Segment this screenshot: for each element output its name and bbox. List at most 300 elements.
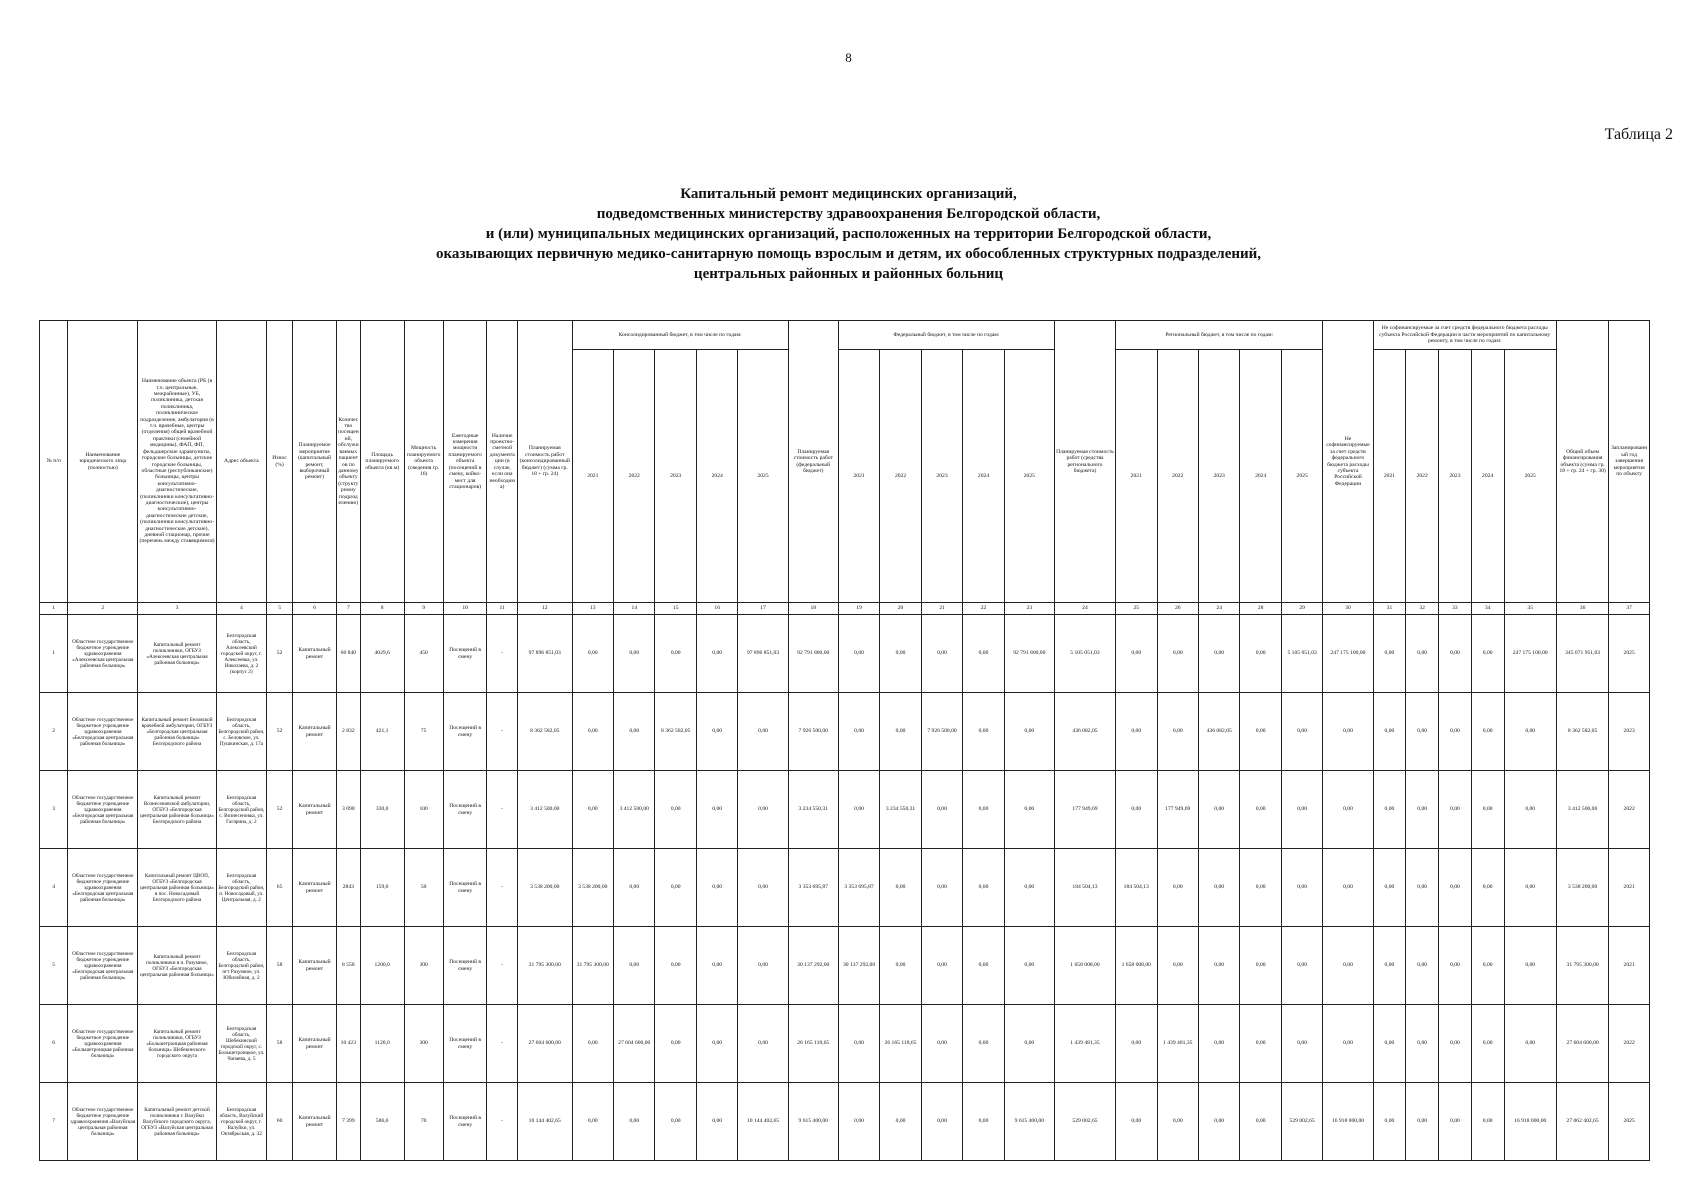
address-cell: Белгородская область, Шебекинский городской округ, с. Большетроицкое, ул. Чапаева, д. 5 (216, 1005, 266, 1083)
header-address: Адрес объекта (216, 321, 266, 603)
wear-cell: 58 (267, 1005, 293, 1083)
federal-year-cell: 0,00 (921, 771, 962, 849)
cost-total-cell: 97 896 851,03 (517, 615, 572, 693)
consolidated-year-cell: 3 412 500,00 (614, 771, 655, 849)
regional-year-cell: 0,00 (1116, 693, 1157, 771)
federal-year-cell: 0,00 (1004, 693, 1054, 771)
header-year-fed: 2022 (880, 350, 921, 603)
area-cell: 421,1 (360, 693, 404, 771)
consolidated-year-cell: 0,00 (696, 771, 737, 849)
capacity-cell: 50 (404, 849, 443, 927)
consolidated-year-cell: 31 795 300,00 (572, 927, 613, 1005)
header-year-reg: 2023 (1198, 350, 1239, 603)
header-year-reg: 2024 (1240, 350, 1281, 603)
federal-year-cell: 0,00 (1004, 771, 1054, 849)
consolidated-year-cell: 0,00 (738, 927, 788, 1005)
header-cost-total: Планируемая стоимость работ (консолидированный бюджет) (сумма гр. 18 + гр. 24) (517, 321, 572, 603)
fed-total-cell: 30 137 292,00 (788, 927, 838, 1005)
column-number: 3 (138, 603, 217, 615)
row-number: 6 (40, 1005, 68, 1083)
header-year-nonco: 2022 (1406, 350, 1439, 603)
header-group-consolidated: Консолидированный бюджет, в том числе по годам: (572, 321, 788, 350)
row-number: 7 (40, 1083, 68, 1161)
consolidated-year-cell: 0,00 (696, 849, 737, 927)
column-number: 4 (216, 603, 266, 615)
federal-year-cell: 0,00 (880, 693, 921, 771)
table-row (40, 1083, 1650, 1161)
legal-name-cell: Областное государственное бюджетное учреждение здравоохранения «Алексеевская центральная районная больница» (68, 615, 138, 693)
header-area: Площадь планируемого объекта (кв.м) (360, 321, 404, 603)
federal-year-cell: 0,00 (921, 615, 962, 693)
object-cell: Капитальный ремонт ЦВОП, ОГБУЗ «Белгородская центральная районная больница» в пос. Новосадовый Белгородского района (138, 849, 217, 927)
header-wear: Износ (%) (267, 321, 293, 603)
object-cell: Капитальный ремонт Беловской врачебной амбулатории, ОГБУЗ «Белгородская центральная районная больница» Белгородского района (138, 693, 217, 771)
wear-cell: 58 (267, 927, 293, 1005)
column-number: 19 (838, 603, 879, 615)
federal-year-cell: 0,00 (880, 849, 921, 927)
column-number: 18 (788, 603, 838, 615)
row-number: 3 (40, 771, 68, 849)
regional-year-cell: 0,00 (1116, 1005, 1157, 1083)
table-row (40, 1005, 1650, 1083)
nonco-year-cell: 0,00 (1373, 771, 1406, 849)
regional-year-cell: 0,00 (1198, 849, 1239, 927)
consolidated-year-cell: 0,00 (738, 1005, 788, 1083)
cost-total-cell: 27 604 600,00 (517, 1005, 572, 1083)
nonco-year-cell: 0,00 (1373, 927, 1406, 1005)
federal-year-cell: 0,00 (963, 1083, 1004, 1161)
document-title (0, 184, 1697, 284)
address-cell: Белгородская область, Валуйский городской округ, г. Валуйки, ул. Октябрьская, д. 32 (216, 1083, 266, 1161)
header-object: Наименование объекта (РБ (в т.ч. центральные, межрайонные), УБ, поликлиника, детская поликлиника, поликлиническое подразделение, амбулатория (в т.ч. врачебные, центры (отделения) общей врачебной практики (семейной медицины), ФАП, ФП, фельдшерские здравпункты, городские больницы, детские городские больницы, областные (республиканские) больницы, центры консультативно-диагностические, (поликлиники консультативно-диагностические), центры консультативно-диагностические детские, (поликлиники консультативно-диагностические детские), дневной стационар, прочие (перечень между ставящимися) (138, 321, 217, 603)
column-number: 34 (1471, 603, 1504, 615)
column-number: 16 (696, 603, 737, 615)
column-number: 14 (614, 603, 655, 615)
measure-cell: Капитальный ремонт (293, 1083, 337, 1161)
header-year-end: Запланированный год завершения мероприятия по объекту (1609, 321, 1650, 603)
federal-year-cell: 0,00 (921, 1005, 962, 1083)
nonco-year-cell: 0,00 (1373, 1005, 1406, 1083)
federal-year-cell: 0,00 (963, 693, 1004, 771)
regional-year-cell: 0,00 (1157, 693, 1198, 771)
regional-year-cell: 0,00 (1116, 1083, 1157, 1161)
address-cell: Белгородская область, Белгородский район, пгт Разумное, ул. Юбилейная, д. 2 (216, 927, 266, 1005)
header-psd: Наличие проектно-сметной документации (в случае, если она необходима) (487, 321, 518, 603)
capacity-cell: 300 (404, 927, 443, 1005)
reg-total-cell: 436 082,05 (1054, 693, 1115, 771)
column-number: 12 (517, 603, 572, 615)
capacity-unit-cell: Посещений в смену (443, 927, 487, 1005)
federal-year-cell: 0,00 (963, 927, 1004, 1005)
column-number: 5 (267, 603, 293, 615)
header-year-cons: 2022 (614, 350, 655, 603)
psd-cell: - (487, 615, 518, 693)
nonco-total-cell: 0,00 (1323, 927, 1373, 1005)
header-year-nonco: 2025 (1504, 350, 1556, 603)
nonco-year-cell: 16 918 000,00 (1504, 1083, 1556, 1161)
area-cell: 4029,6 (360, 615, 404, 693)
overall-cell: 31 795 300,00 (1556, 927, 1608, 1005)
header-year-reg: 2021 (1116, 350, 1157, 603)
nonco-year-cell: 0,00 (1504, 693, 1556, 771)
wear-cell: 52 (267, 615, 293, 693)
title-line: подведомственных министерству здравоохранения Белгородской области, (596, 206, 1101, 222)
column-number: 37 (1609, 603, 1650, 615)
consolidated-year-cell: 0,00 (572, 771, 613, 849)
area-cell: 1120,0 (360, 1005, 404, 1083)
consolidated-year-cell: 0,00 (655, 771, 696, 849)
header-capacity-unit: Ежегодные измерения мощности планируемого объекта (посещений в смену, койко-мест для стационаров) (443, 321, 487, 603)
address-cell: Белгородская область, Белгородский район, с. Беловское, ул. Пушкинская, д. 17а (216, 693, 266, 771)
column-number: 2 (68, 603, 138, 615)
regional-year-cell: 0,00 (1281, 849, 1322, 927)
title-line: Капитальный ремонт медицинских организаций, (680, 186, 1017, 202)
regional-year-cell: 184 504,13 (1116, 849, 1157, 927)
visits-cell: 3 098 (336, 771, 360, 849)
legal-name-cell: Областное государственное бюджетное учреждение здравоохранения «Белгородская центральная районная больница» (68, 849, 138, 927)
nonco-year-cell: 0,00 (1406, 1005, 1439, 1083)
regional-year-cell: 0,00 (1198, 615, 1239, 693)
nonco-year-cell: 0,00 (1471, 1005, 1504, 1083)
legal-name-cell: Областное государственное бюджетное учреждение здравоохранения «Большетроицкая районная больница» (68, 1005, 138, 1083)
regional-year-cell: 0,00 (1198, 1083, 1239, 1161)
year-end-cell: 2023 (1609, 693, 1650, 771)
consolidated-year-cell: 0,00 (696, 1005, 737, 1083)
capacity-unit-cell: Посещений в смену (443, 1005, 487, 1083)
capacity-cell: 100 (404, 771, 443, 849)
psd-cell: - (487, 1083, 518, 1161)
column-number: 26 (1157, 603, 1198, 615)
header-year-fed: 2025 (1004, 350, 1054, 603)
consolidated-year-cell: 0,00 (572, 693, 613, 771)
psd-cell: - (487, 693, 518, 771)
nonco-year-cell: 0,00 (1471, 1083, 1504, 1161)
consolidated-year-cell: 97 896 851,03 (738, 615, 788, 693)
nonco-year-cell: 0,00 (1439, 615, 1472, 693)
column-number: 20 (880, 603, 921, 615)
table-row (40, 771, 1650, 849)
regional-year-cell: 0,00 (1240, 693, 1281, 771)
nonco-year-cell: 0,00 (1504, 771, 1556, 849)
header-capacity: Мощность планируемого объекта (сведения гр. 16) (404, 321, 443, 603)
wear-cell: 60 (267, 1083, 293, 1161)
overall-cell: 345 071 951,03 (1556, 615, 1608, 693)
header-year-nonco: 2023 (1439, 350, 1472, 603)
federal-year-cell: 92 791 800,00 (1004, 615, 1054, 693)
fed-total-cell: 7 926 500,00 (788, 693, 838, 771)
visits-cell: 2843 (336, 849, 360, 927)
column-number: 24 (1198, 603, 1239, 615)
consolidated-year-cell: 0,00 (655, 849, 696, 927)
header-group-regional: Региональный бюджет, в том числе по годам: (1116, 321, 1323, 350)
nonco-total-cell: 0,00 (1323, 849, 1373, 927)
table-label: Таблица 2 (1604, 126, 1673, 143)
header-year-fed: 2021 (838, 350, 879, 603)
regional-year-cell: 0,00 (1281, 927, 1322, 1005)
year-end-cell: 2022 (1609, 1005, 1650, 1083)
area-cell: 1200,0 (360, 927, 404, 1005)
regional-year-cell: 0,00 (1240, 849, 1281, 927)
visits-cell: 60 840 (336, 615, 360, 693)
header-year-cons: 2024 (696, 350, 737, 603)
nonco-year-cell: 0,00 (1471, 927, 1504, 1005)
fed-total-cell: 3 234 550,31 (788, 771, 838, 849)
federal-year-cell: 9 615 400,00 (1004, 1083, 1054, 1161)
reg-total-cell: 177 949,69 (1054, 771, 1115, 849)
nonco-year-cell: 0,00 (1406, 1083, 1439, 1161)
psd-cell: - (487, 849, 518, 927)
row-number: 1 (40, 615, 68, 693)
consolidated-year-cell: 0,00 (614, 1083, 655, 1161)
regional-year-cell: 177 949,69 (1157, 771, 1198, 849)
nonco-year-cell: 0,00 (1439, 771, 1472, 849)
fed-total-cell: 9 615 400,00 (788, 1083, 838, 1161)
measure-cell: Капитальный ремонт (293, 849, 337, 927)
nonco-year-cell: 0,00 (1504, 927, 1556, 1005)
consolidated-year-cell: 0,00 (614, 927, 655, 1005)
reg-total-cell: 1 658 008,00 (1054, 927, 1115, 1005)
nonco-year-cell: 0,00 (1471, 693, 1504, 771)
column-number: 29 (1281, 603, 1322, 615)
consolidated-year-cell: 0,00 (696, 927, 737, 1005)
nonco-year-cell: 0,00 (1504, 849, 1556, 927)
capacity-cell: 450 (404, 615, 443, 693)
federal-year-cell: 0,00 (921, 1083, 962, 1161)
capacity-unit-cell: Посещений в смену (443, 771, 487, 849)
legal-name-cell: Областное государственное бюджетное учреждение здравоохранения «Валуйская центральная районная больница» (68, 1083, 138, 1161)
header-year-nonco: 2024 (1471, 350, 1504, 603)
regional-year-cell: 0,00 (1116, 615, 1157, 693)
consolidated-year-cell: 0,00 (738, 693, 788, 771)
header-reg-total: Планируемая стоимость работ (средства регионального бюджета) (1054, 321, 1115, 603)
regional-year-cell: 0,00 (1281, 693, 1322, 771)
year-end-cell: 2025 (1609, 1083, 1650, 1161)
nonco-total-cell: 247 175 100,00 (1323, 615, 1373, 693)
consolidated-year-cell: 0,00 (614, 849, 655, 927)
consolidated-year-cell: 0,00 (696, 693, 737, 771)
object-cell: Капитальный ремонт поликлиники, ОГБУЗ «Большетроицкая районная больница» Шебекинского городского округа (138, 1005, 217, 1083)
capacity-cell: 75 (404, 693, 443, 771)
header-group-nonco: Не софинансируемые за счет средств федерального бюджета расходы субъекта Российской Федерации в части мероприятий по капитальному ремонту, в том числе по годам: (1373, 321, 1556, 350)
regional-year-cell: 1 658 008,00 (1116, 927, 1157, 1005)
measure-cell: Капитальный ремонт (293, 1005, 337, 1083)
object-cell: Капитальный ремонт детской поликлиники г. Валуйки Валуйского городского округа, ОГБУЗ «Валуйская центральная районная больница» (138, 1083, 217, 1161)
title-line: оказывающих первичную медико-санитарную помощь взрослым и детям, их обособленных структурных подразделений, (435, 246, 1262, 262)
nonco-total-cell: 0,00 (1323, 1005, 1373, 1083)
column-number: 33 (1439, 603, 1472, 615)
capital-repair-table (39, 320, 1650, 1161)
consolidated-year-cell: 0,00 (655, 1005, 696, 1083)
header-measure: Планируемое мероприятие (капитальный ремонт, выборочный ремонт) (293, 321, 337, 603)
header-year-nonco: 2021 (1373, 350, 1406, 603)
federal-year-cell: 0,00 (963, 615, 1004, 693)
consolidated-year-cell: 0,00 (696, 1083, 737, 1161)
address-cell: Белгородская область, Белгородский район, п. Новосадовый, ул. Центральная, д. 2 (216, 849, 266, 927)
year-end-cell: 2022 (1609, 771, 1650, 849)
header-num: № п/п (40, 321, 68, 603)
column-number: 35 (1504, 603, 1556, 615)
nonco-year-cell: 0,00 (1439, 849, 1472, 927)
federal-year-cell: 0,00 (1004, 927, 1054, 1005)
column-number: 6 (293, 603, 337, 615)
header-year-fed: 2024 (963, 350, 1004, 603)
capacity-cell: 300 (404, 1005, 443, 1083)
regional-year-cell: 0,00 (1198, 771, 1239, 849)
federal-year-cell: 0,00 (838, 1005, 879, 1083)
federal-year-cell: 0,00 (921, 927, 962, 1005)
header-year-reg: 2022 (1157, 350, 1198, 603)
regional-year-cell: 0,00 (1240, 927, 1281, 1005)
consolidated-year-cell: 0,00 (655, 615, 696, 693)
regional-year-cell: 0,00 (1240, 615, 1281, 693)
nonco-total-cell: 0,00 (1323, 693, 1373, 771)
nonco-total-cell: 16 918 000,00 (1323, 1083, 1373, 1161)
title-line: центральных районных и районных больниц (693, 266, 1004, 282)
column-number: 13 (572, 603, 613, 615)
column-number: 31 (1373, 603, 1406, 615)
column-number: 32 (1406, 603, 1439, 615)
consolidated-year-cell: 27 604 600,00 (614, 1005, 655, 1083)
consolidated-year-cell: 0,00 (696, 615, 737, 693)
federal-year-cell: 0,00 (1004, 849, 1054, 927)
cost-total-cell: 31 795 300,00 (517, 927, 572, 1005)
measure-cell: Капитальный ремонт (293, 693, 337, 771)
consolidated-year-cell: 0,00 (655, 1083, 696, 1161)
regional-year-cell: 436 082,05 (1198, 693, 1239, 771)
federal-year-cell: 3 353 695,87 (838, 849, 879, 927)
nonco-year-cell: 0,00 (1406, 927, 1439, 1005)
psd-cell: - (487, 1005, 518, 1083)
column-number: 25 (1116, 603, 1157, 615)
year-end-cell: 2021 (1609, 849, 1650, 927)
column-number: 36 (1556, 603, 1608, 615)
consolidated-year-cell: 0,00 (572, 615, 613, 693)
column-number: 21 (921, 603, 962, 615)
nonco-year-cell: 247 175 100,00 (1504, 615, 1556, 693)
regional-year-cell: 0,00 (1240, 1083, 1281, 1161)
header-group-federal: Федеральный бюджет, в том числе по годам: (838, 321, 1054, 350)
measure-cell: Капитальный ремонт (293, 927, 337, 1005)
nonco-year-cell: 0,00 (1439, 1083, 1472, 1161)
column-number: 11 (487, 603, 518, 615)
column-number: 17 (738, 603, 788, 615)
address-cell: Белгородская область, Алексеевский городской округ, г. Алексеевка, ул. Николаева, д. 2 (корпус 2) (216, 615, 266, 693)
regional-year-cell: 0,00 (1157, 1083, 1198, 1161)
regional-year-cell: 0,00 (1157, 927, 1198, 1005)
capacity-unit-cell: Посещений в смену (443, 615, 487, 693)
reg-total-cell: 1 439 481,35 (1054, 1005, 1115, 1083)
row-number: 2 (40, 693, 68, 771)
psd-cell: - (487, 927, 518, 1005)
nonco-year-cell: 0,00 (1439, 1005, 1472, 1083)
column-number: 7 (336, 603, 360, 615)
consolidated-year-cell: 3 538 200,00 (572, 849, 613, 927)
fed-total-cell: 26 165 118,65 (788, 1005, 838, 1083)
nonco-year-cell: 0,00 (1406, 615, 1439, 693)
column-number: 15 (655, 603, 696, 615)
regional-year-cell: 0,00 (1281, 1005, 1322, 1083)
column-number: 10 (443, 603, 487, 615)
federal-year-cell: 0,00 (880, 927, 921, 1005)
regional-year-cell: 0,00 (1240, 771, 1281, 849)
capacity-cell: 70 (404, 1083, 443, 1161)
overall-cell: 27 062 402,65 (1556, 1083, 1608, 1161)
header-fed-total: Планируемая стоимость работ (федеральный бюджет) (788, 321, 838, 603)
nonco-year-cell: 0,00 (1373, 693, 1406, 771)
visits-cell: 10 423 (336, 1005, 360, 1083)
regional-year-cell: 0,00 (1116, 771, 1157, 849)
fed-total-cell: 92 791 800,00 (788, 615, 838, 693)
address-cell: Белгородская область, Белгородский район, с. Вознесеновка, ул. Гагарина, д. 2 (216, 771, 266, 849)
nonco-year-cell: 0,00 (1373, 849, 1406, 927)
object-cell: Капитальный ремонт Вознесеновской амбулатории, ОГБУЗ «Белгородская центральная районная больница» Белгородского района (138, 771, 217, 849)
legal-name-cell: Областное государственное бюджетное учреждение здравоохранения «Белгородская центральная районная больница» (68, 693, 138, 771)
regional-year-cell: 0,00 (1281, 771, 1322, 849)
nonco-year-cell: 0,00 (1439, 693, 1472, 771)
federal-year-cell: 0,00 (838, 771, 879, 849)
consolidated-year-cell: 0,00 (738, 849, 788, 927)
wear-cell: 52 (267, 693, 293, 771)
overall-cell: 27 604 600,00 (1556, 1005, 1608, 1083)
consolidated-year-cell: 0,00 (614, 615, 655, 693)
visits-cell: 7 399 (336, 1083, 360, 1161)
federal-year-cell: 26 165 118,65 (880, 1005, 921, 1083)
nonco-total-cell: 0,00 (1323, 771, 1373, 849)
consolidated-year-cell: 0,00 (614, 693, 655, 771)
nonco-year-cell: 0,00 (1504, 1005, 1556, 1083)
object-cell: Капитальный ремонт поликлиники, ОГБУЗ «Алексеевская центральная районная больница» (138, 615, 217, 693)
fed-total-cell: 3 353 695,87 (788, 849, 838, 927)
regional-year-cell: 0,00 (1198, 1005, 1239, 1083)
header-legal-name: Наименование юридического лица (полностью) (68, 321, 138, 603)
federal-year-cell: 0,00 (838, 1083, 879, 1161)
table-row (40, 693, 1650, 771)
federal-year-cell: 0,00 (963, 771, 1004, 849)
column-number: 24 (1054, 603, 1115, 615)
regional-year-cell: 0,00 (1198, 927, 1239, 1005)
consolidated-year-cell: 8 362 582,05 (655, 693, 696, 771)
nonco-year-cell: 0,00 (1471, 771, 1504, 849)
header-year-cons: 2023 (655, 350, 696, 603)
federal-year-cell: 0,00 (1004, 1005, 1054, 1083)
nonco-year-cell: 0,00 (1373, 1083, 1406, 1161)
nonco-year-cell: 0,00 (1439, 927, 1472, 1005)
consolidated-year-cell: 0,00 (655, 927, 696, 1005)
regional-year-cell: 0,00 (1157, 615, 1198, 693)
overall-cell: 8 362 582,05 (1556, 693, 1608, 771)
capacity-unit-cell: Посещений в смену (443, 849, 487, 927)
legal-name-cell: Областное государственное бюджетное учреждение здравоохранения «Белгородская центральная районная больница» (68, 771, 138, 849)
measure-cell: Капитальный ремонт (293, 771, 337, 849)
consolidated-year-cell: 0,00 (572, 1005, 613, 1083)
header-nonco-total: Не софинансируемые за счет средств федерального бюджета расходы субъекта Российской Федерации (1323, 321, 1373, 603)
table-row (40, 615, 1650, 693)
nonco-year-cell: 0,00 (1406, 771, 1439, 849)
visits-cell: 8 558 (336, 927, 360, 1005)
consolidated-year-cell: 10 144 402,65 (738, 1083, 788, 1161)
regional-year-cell: 0,00 (1157, 849, 1198, 927)
table-row (40, 849, 1650, 927)
reg-total-cell: 5 105 051,03 (1054, 615, 1115, 693)
consolidated-year-cell: 0,00 (572, 1083, 613, 1161)
area-cell: 330,0 (360, 771, 404, 849)
header-year-cons: 2025 (738, 350, 788, 603)
federal-year-cell: 0,00 (838, 615, 879, 693)
federal-year-cell: 0,00 (838, 693, 879, 771)
wear-cell: 65 (267, 849, 293, 927)
column-number: 23 (1004, 603, 1054, 615)
overall-cell: 3 538 200,00 (1556, 849, 1608, 927)
